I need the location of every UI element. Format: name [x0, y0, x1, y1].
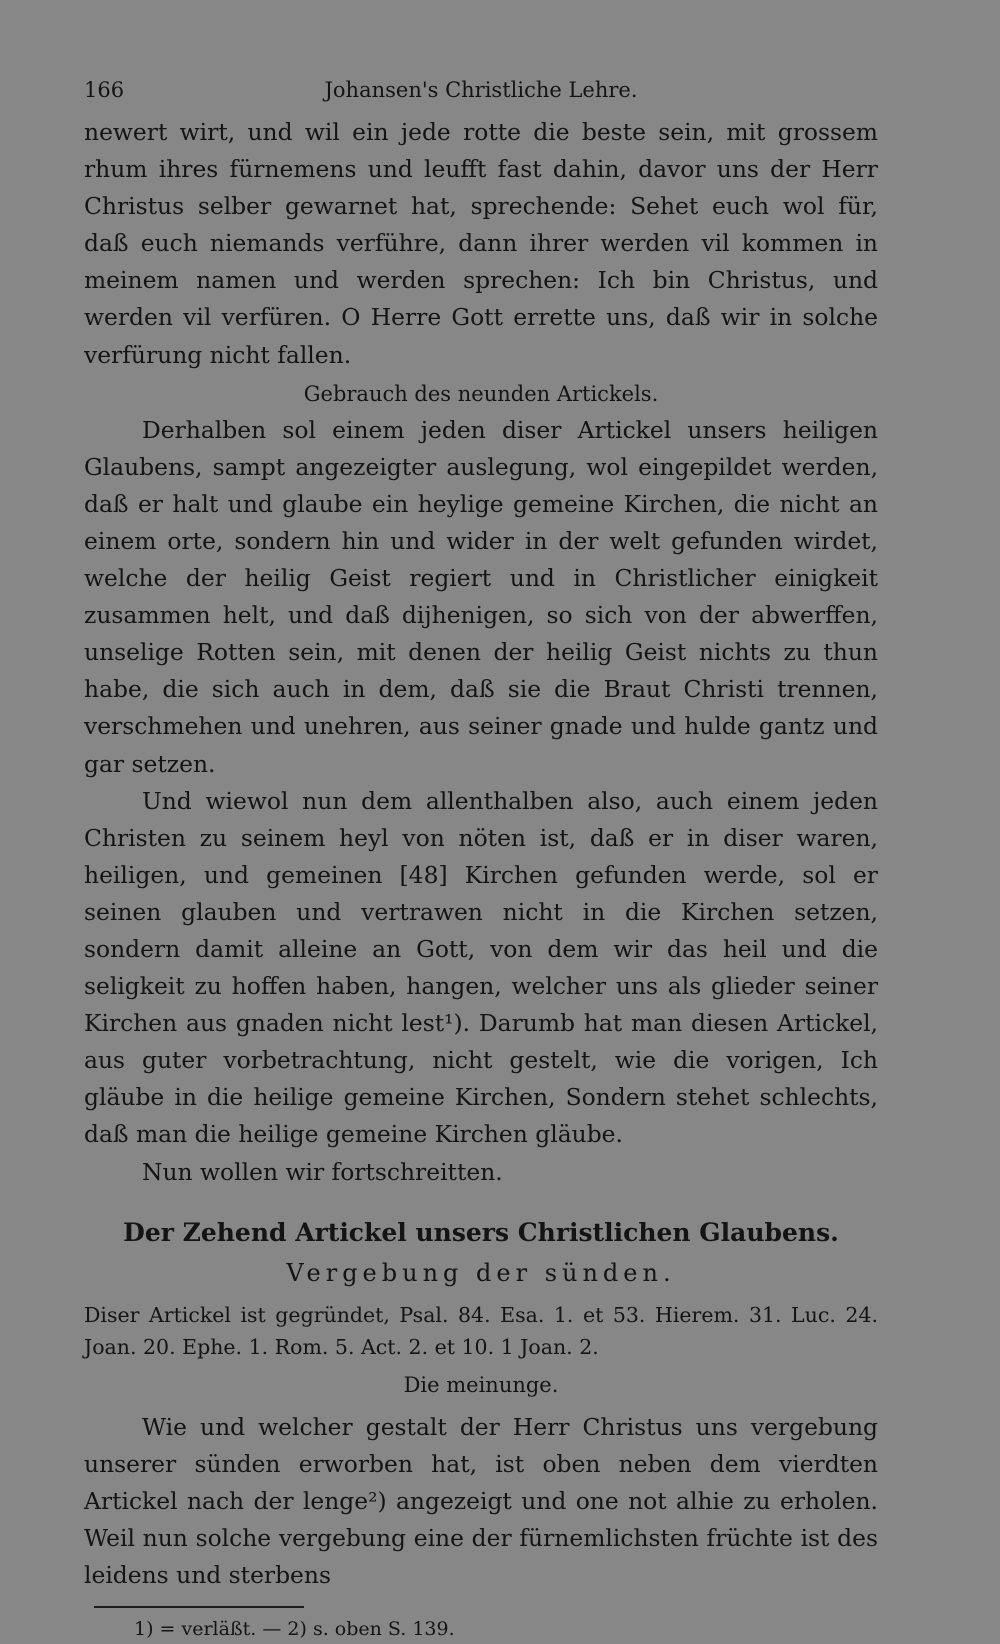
footnotes: 1) = verläßt. — 2) s. oben S. 139.	[134, 1618, 455, 1641]
usage-subheading: Gebrauch des neunden Artickels.	[303, 381, 659, 406]
section-heading: Der Zehend Artickel unsers Christlichen Glaubens.	[123, 1217, 839, 1247]
book-page	[84, 70, 878, 1644]
paragraph-nun-wollen: Nun wollen wir fortschreitten.	[142, 1157, 503, 1186]
paragraph-wie-und: Wie und welcher gestalt der Herr Christus uns vergebung unserer sünden erworben hat, ist oben neben dem vierdten Artickel nach der lenge²) angezeigt und one not alhie zu erholen. Weil nun solche vergebung eine der fürnemlichsten früchte ist des leidens und sterbens	[84, 1412, 878, 1589]
paragraph-derhalben: Derhalben sol einem jeden diser Artickel unsers heiligen Glaubens, sampt angezeigter auslegung, wol eingepildet werden, daß er halt und glaube ein heylige gemeine Kirchen, die nicht an einem orte, sondern hin und wider in der welt gefunden wirdet, welche der heilig Geist regiert und in Christlicher einigkeit zusammen helt, und daß dijhenigen, so sich von der abwerffen, unselige Rotten sein, mit denen der heilig Geist nichts zu thun habe, die sich auch in dem, daß sie die Braut Christi trennen, verschmehen und unehren, aus seiner gnade und hulde gantz und gar setzen.	[84, 415, 878, 778]
page-number: 166	[84, 78, 125, 102]
running-header	[84, 70, 878, 114]
paragraph-und-wiewol: Und wiewol nun dem allenthalben also, auch einem jeden Christen zu seinem heyl von nöten ist, daß er in diser waren, heiligen, und gemeinen [48] Kirchen gefunden werde, sol er seinen glauben und vertrawen nicht in die Kirchen setzen, sondern damit alleine an Gott, von dem wir das heil und die seligkeit zu hoffen haben, hangen, welcher uns als glieder seiner Kirchen aus gnaden nicht lest¹). Darumb hat man diesen Artickel, aus guter vorbetrachtung, nicht gestelt, wie die vorigen, Ich gläube in die heilige gemeine Kirchen, Sondern stehet schlechts, daß man die heilige gemeine Kirchen gläube.	[84, 786, 878, 1149]
meinunge-heading: Die meinunge.	[403, 1372, 559, 1397]
paragraph-continued: newert wirt, und wil ein jede rotte die beste sein, mit grossem rhum ihres fürnemens und leufft fast dahin, davor uns der Herr Christus selber gewarnet hat, sprechende: Sehet euch wol für, daß euch niemands verführe, dann ihrer werden vil kommen in meinem namen und werden sprechen: Ich bin Christus, und werden vil verfüren. O Herre Gott errette uns, daß wir in solche verfürung nicht fallen.	[84, 118, 878, 369]
footnote-divider	[94, 1606, 304, 1608]
running-title: Johansen's Christliche Lehre.	[324, 78, 638, 102]
section-subtitle: Vergebung der sünden.	[286, 1258, 676, 1287]
scripture-references: Diser Artickel ist gegründet, Psal. 84. Esa. 1. et 53. Hierem. 31. Luc. 24. Joan. 20. Ephe. 1. Rom. 5. Act. 2. et 10. 1 Joan. 2.	[84, 1302, 878, 1359]
